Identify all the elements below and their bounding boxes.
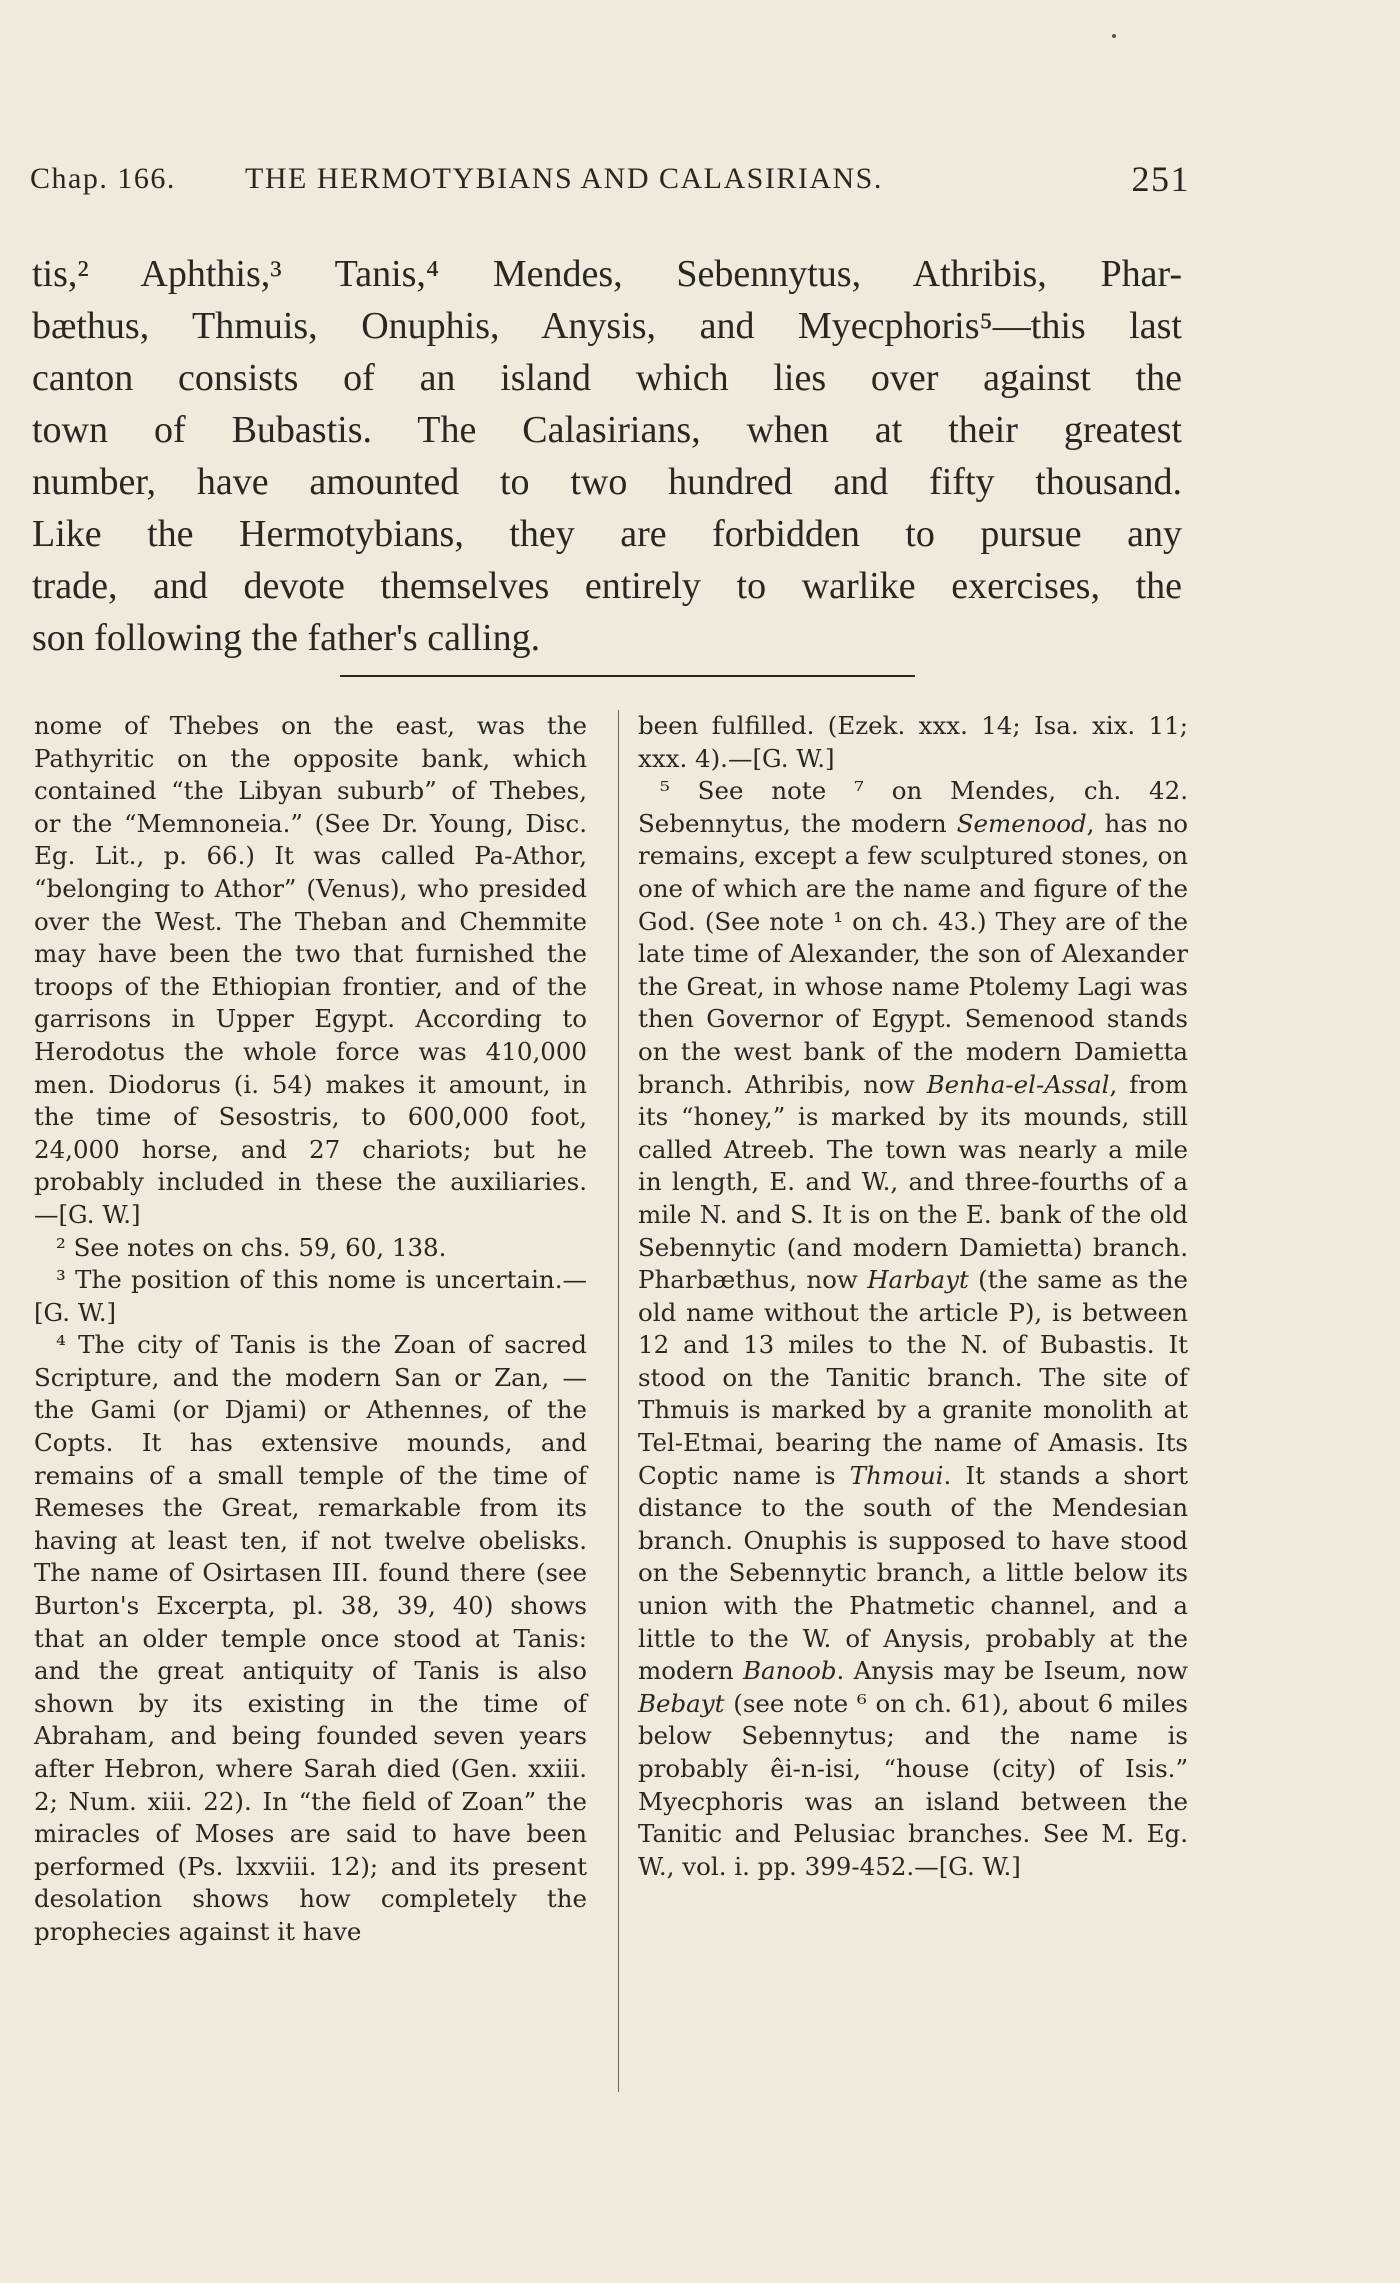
footnotes-right-column xyxy=(638,710,1188,2100)
ink-speck xyxy=(1112,34,1116,38)
footnote-3: ³ The position of this nome is uncertain.—[G. W.] xyxy=(34,1265,587,1327)
footnote-5-text: (see note ⁶ on ch. 61), about 6 miles below Sebennytus; and the name is probably êi-n-isi, “house (city) of Isis.” Myecphoris was an island between the Tanitic and Pelusiac branches. See M. Eg. W., vol. i. pp. 399-452.—[G. W.] xyxy=(638,1688,1188,1881)
main-text-line: son following the father's calling. xyxy=(32,617,541,659)
place-name: Banoob xyxy=(742,1656,837,1686)
main-text-line: Like the Hermotybians, they are forbidden to pursue any xyxy=(32,513,1182,555)
footnote-5-text: . Anysis may be Iseum, now xyxy=(836,1656,1188,1686)
footnotes-left-column xyxy=(34,710,587,2100)
footnote-4-continuation: been fulfilled. (Ezek. xxx. 14; Isa. xix. 11; xxx. 4).—[G. W.] xyxy=(638,711,1188,773)
footnote-5-text: , has no remains, except a few sculptured stones, on one of which are the name and figure of the God. (See note ¹ on ch. 43.) They are of the late time of Alexander, the son of Alexander the Great, in whose name Ptolemy Lagi was then Governor of Egypt. Semenood stands on the west bank of the modern Damietta branch. Athribis, now xyxy=(638,808,1188,1099)
running-header xyxy=(30,158,1190,208)
running-title: THE HERMOTYBIANS AND CALASIRIANS. xyxy=(245,162,883,195)
main-text-line: town of Bubastis. The Calasirians, when at their greatest xyxy=(32,409,1182,451)
footnote-5 xyxy=(638,775,1188,1883)
footnote-5-text: , from its “honey,” is marked by its mounds, still called Atreeb. The town was nearly a mile in length, E. and W., and three-fourths of a mile N. and S. It is on the E. bank of the old Sebennytic (and modern Damietta) branch. Pharbæthus, now xyxy=(638,1069,1188,1295)
place-name: Harbayt xyxy=(867,1265,969,1295)
section-divider xyxy=(340,675,915,677)
place-name: Thmoui xyxy=(849,1460,944,1490)
footnote-continuation: nome of Thebes on the east, was the Pathyritic on the opposite bank, which contained “the Libyan suburb” of Thebes, or the “Memnoneia.” (See Dr. Young, Disc. Eg. Lit., p. 66.) It was called Pa-Athor, “belonging to Athor” (Venus), who presided over the West. The Theban and Chemmite may have been the two that furnished the troops of the Ethiopian frontier, and of the garrisons in Upper Egypt. According to Herodotus the whole force was 410,000 men. Diodorus (i. 54) makes it amount, in the time of Sesostris, to 600,000 foot, 24,000 horse, and 27 chariots; but he probably included in these the auxiliaries. —[G. W.] xyxy=(34,711,587,1229)
main-text-line: trade, and devote themselves entirely to warlike exercises, the xyxy=(32,565,1182,607)
chapter-label: Chap. 166. xyxy=(30,162,176,195)
place-name: Benha-el-Assal xyxy=(926,1069,1110,1099)
footnote-4: ⁴ The city of Tanis is the Zoan of sacred Scripture, and the modern San or Zan, — the Gami (or Djami) or Athennes, of the Copts. It has extensive mounds, and remains of a small temple of the time of Remeses the Great, remarkable from its having at least ten, if not twelve obelisks. The name of Osirtasen III. found there (see Burton's Excerpta, pl. 38, 39, 40) shows that an older temple once stood at Tanis: and the great antiquity of Tanis is also shown by its existing in the time of Abraham, and being founded seven years after Hebron, where Sarah died (Gen. xxiii. 2; Num. xiii. 22). In “the field of Zoan” the miracles of Moses are said to have been performed (Ps. lxxviii. 12); and its present desolation shows how completely the prophecies against it have xyxy=(34,1330,587,1946)
footnote-5-text: . It stands a short distance to the south of the Mendesian branch. Onuphis is supposed to have stood on the Sebennytic branch, a little below its union with the Phatmetic channel, and a little to the W. of Anysis, probably at the modern xyxy=(638,1460,1188,1686)
page-number: 251 xyxy=(1131,159,1190,199)
footnote-5-text: (the same as the old name without the article P), is between 12 and 13 miles to the N. of Bubastis. It stood on the Tanitic branch. The site of Thmuis is marked by a granite monolith at Tel-Etmai, bearing the name of Amasis. Its Coptic name is xyxy=(638,1265,1188,1490)
footnote-5-text: ⁵ See note ⁷ on Mendes, ch. 42. Sebennytus, the modern xyxy=(638,776,1188,838)
place-name: Semenood xyxy=(956,808,1087,838)
footnote-2: ² See notes on chs. 59, 60, 138. xyxy=(56,1232,447,1262)
main-text-line: canton consists of an island which lies over against the xyxy=(32,357,1182,399)
main-text-line: tis,² Aphthis,³ Tanis,⁴ Mendes, Sebennytus, Athribis, Phar- xyxy=(32,253,1182,295)
main-text-line: number, have amounted to two hundred and fifty thousand. xyxy=(32,461,1182,503)
column-divider xyxy=(618,710,619,2092)
place-name: Bebayt xyxy=(638,1688,725,1718)
main-text-line: bæthus, Thmuis, Onuphis, Anysis, and Myecphoris⁵—this last xyxy=(32,305,1182,347)
main-text xyxy=(32,248,1182,668)
